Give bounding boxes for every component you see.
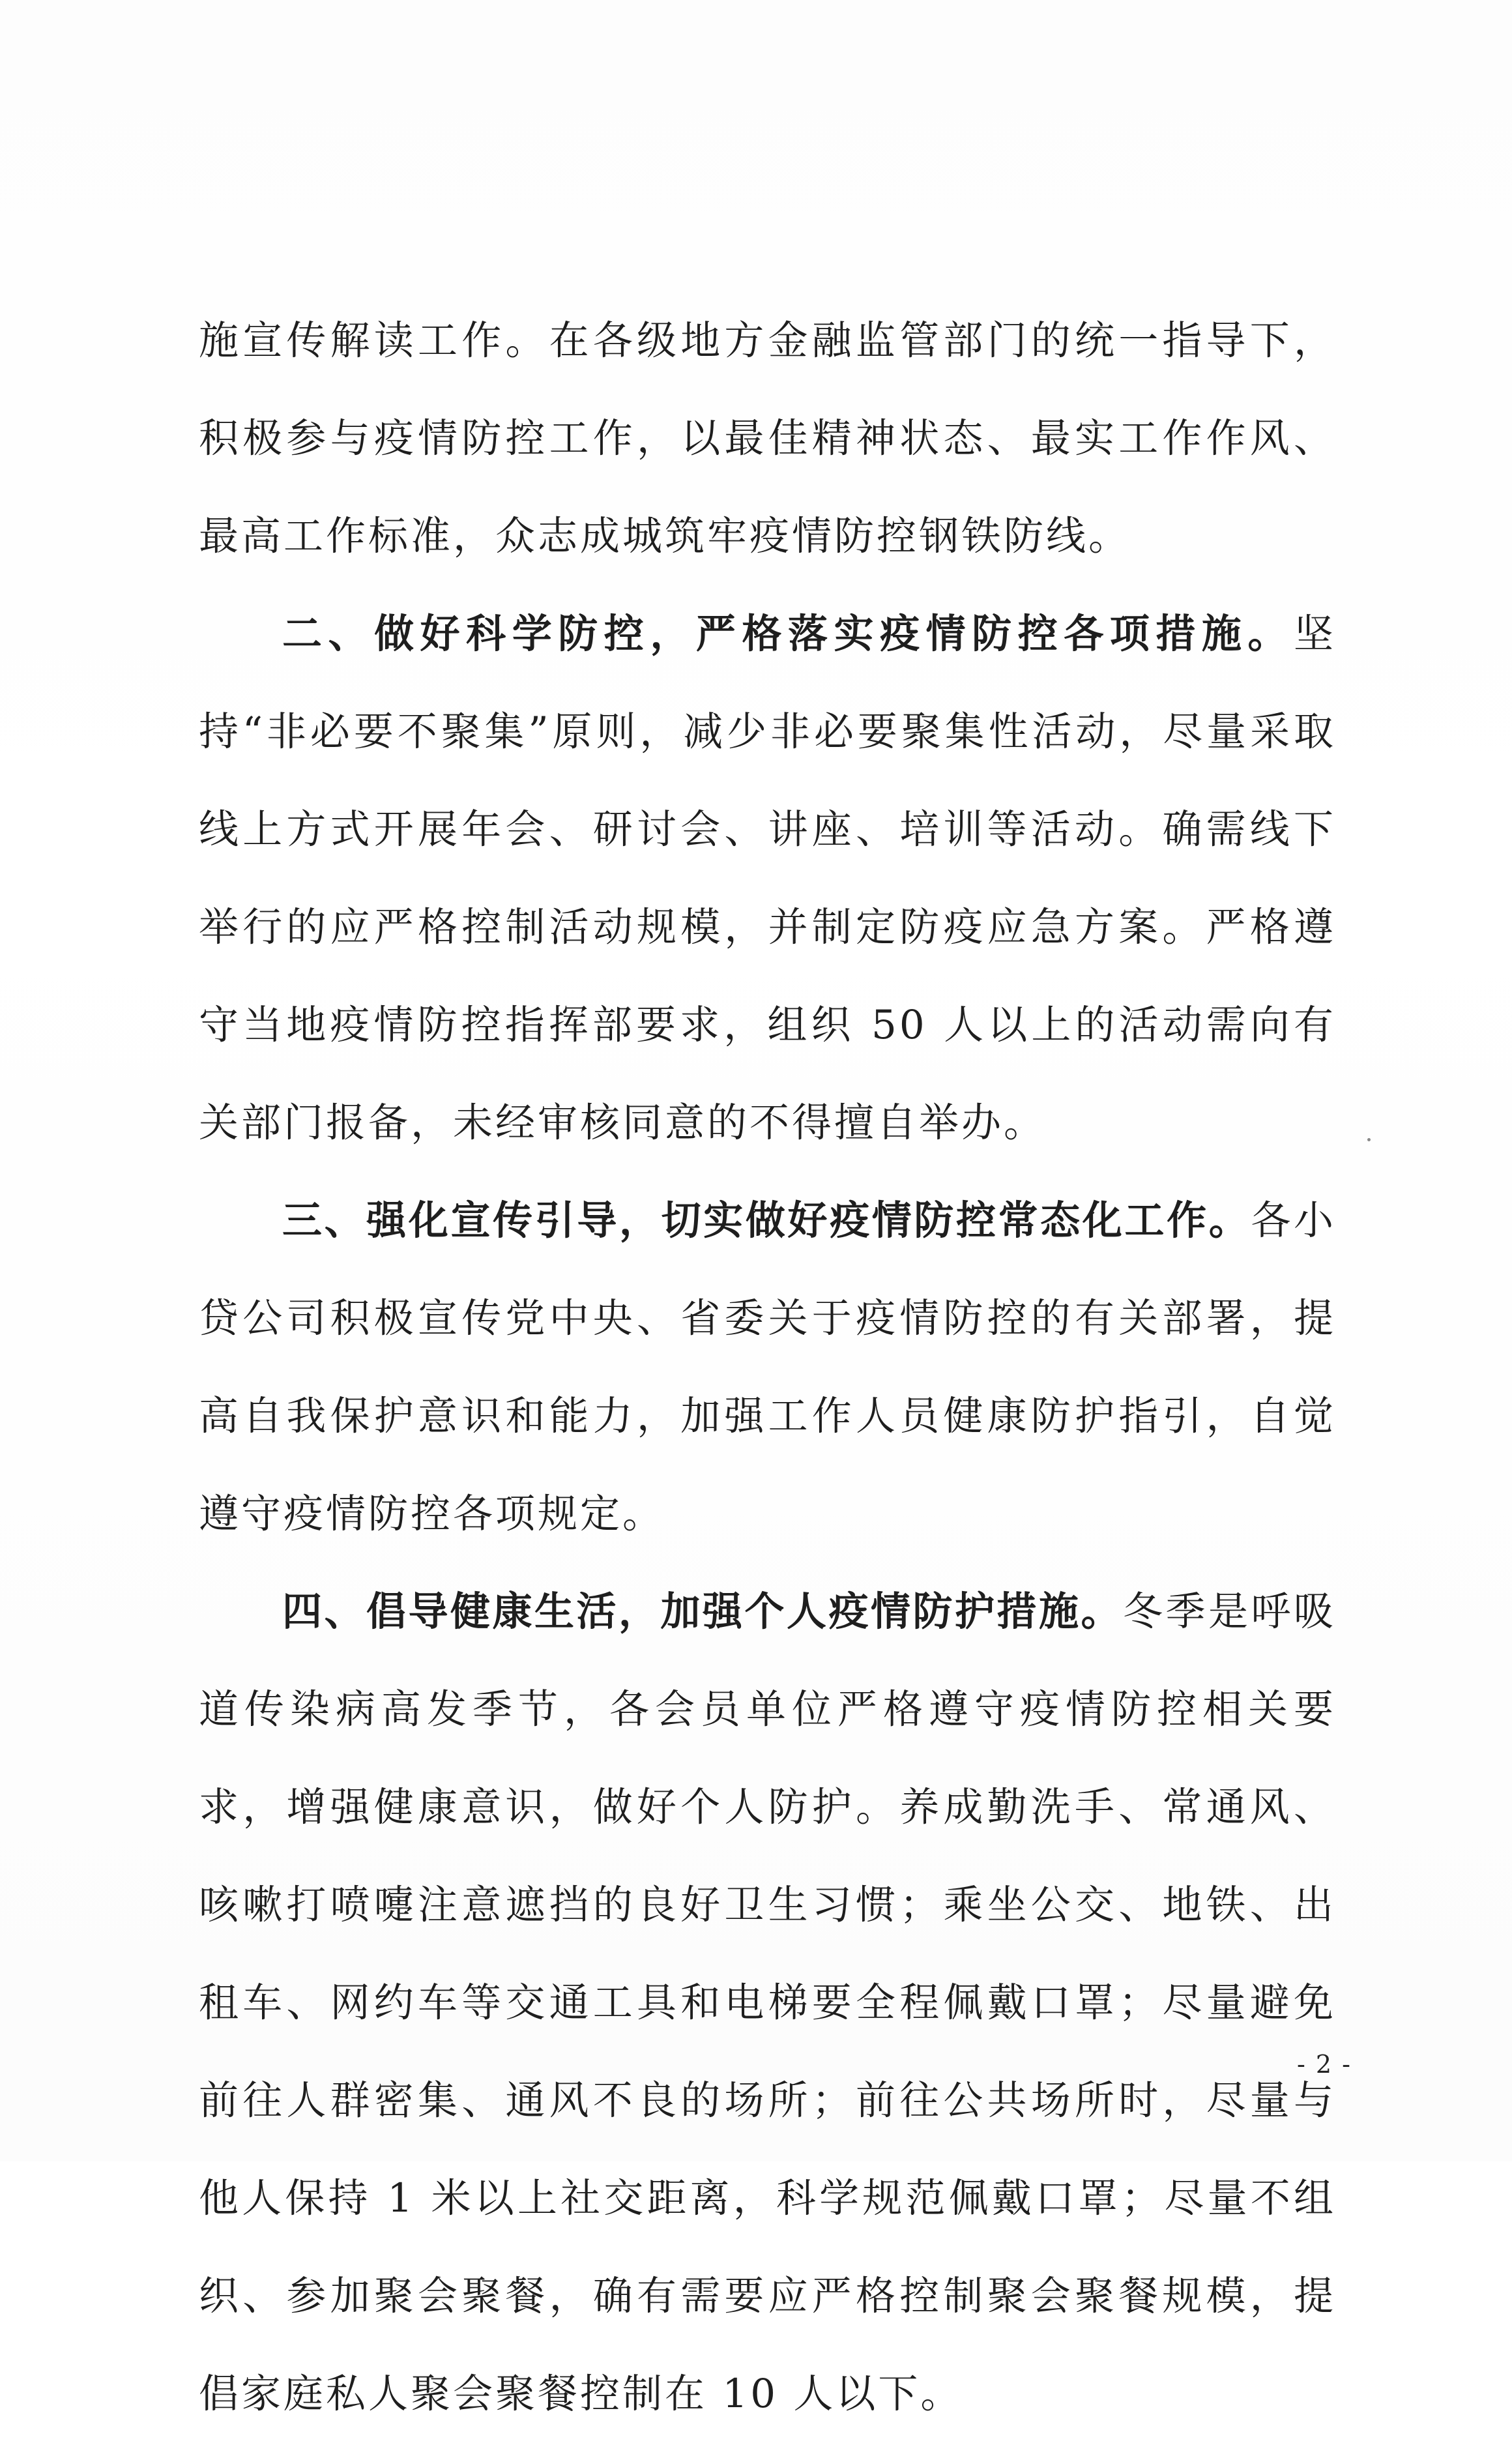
paragraph-section-4 [199,1563,1336,2443]
paragraph-text: 坚持“非必要不聚集”原则，减少非必要聚集性活动，尽量采取线上方式开展年会、研讨会、讲座、培训等活动。确需线下举行的应严格控制活动规模，并制定防疫应急方案。严格遵守当地疫情防控指挥部要求，组织 50 人以上的活动需向有关部门报备，未经审核同意的不得擅自举办。 [199,611,1336,1146]
section-heading: 四、倡导健康生活，加强个人疫情防护措施。 [282,1588,1123,1635]
paragraph-section-2 [199,585,1336,1172]
document-body [199,292,1336,2443]
section-heading: 三、强化宣传引导，切实做好疫情防控常态化工作。 [282,1197,1251,1244]
scan-speck [1367,1138,1371,1141]
paragraph-section-3 [199,1172,1336,1563]
paragraph-text: 冬季是呼吸道传染病高发季节，各会员单位严格遵守疫情防控相关要求，增强健康意识，做好个人防护。养成勤洗手、常通风、咳嗽打喷嚏注意遮挡的良好卫生习惯；乘坐公交、地铁、出租车、网约车等交通工具和电梯要全程佩戴口罩；尽量避免前往人群密集、通风不良的场所；前往公共场所时，尽量与他人保持 1 米以上社交距离，科学规范佩戴口罩；尽量不组织、参加聚会聚餐，确有需要应严格控制聚会聚餐规模，提倡家庭私人聚会聚餐控制在 10 人以下。 [199,1588,1336,2417]
paragraph-text: 各小贷公司积极宣传党中央、省委关于疫情防控的有关部署，提高自我保护意识和能力，加强工作人员健康防护指引，自觉遵守疫情防控各项规定。 [199,1197,1336,1537]
paragraph-continued [199,292,1336,585]
section-heading: 二、做好科学防控，严格落实疫情防控各项措施。 [282,611,1294,657]
paragraph-text: 施宣传解读工作。在各级地方金融监管部门的统一指导下，积极参与疫情防控工作，以最佳精神状态、最实工作作风、最高工作标准，众志成城筑牢疫情防控钢铁防线。 [199,317,1336,559]
page-number: - 2 - [1297,2050,1352,2079]
